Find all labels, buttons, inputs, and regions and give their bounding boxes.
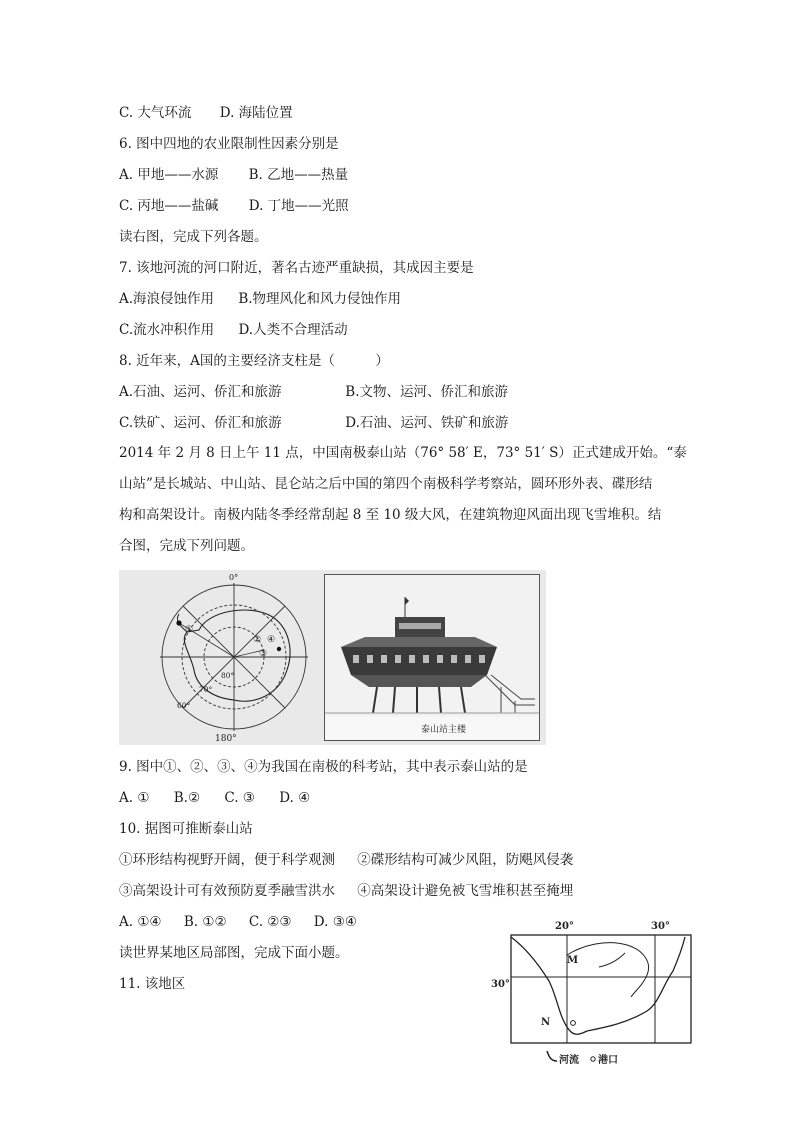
q7-stem: 7. 该地河流的河口附近，著名古迹严重缺损，其成因主要是 — [119, 260, 474, 276]
lat-30-label: 30° — [491, 979, 510, 990]
q10-item-2: ②碟形结构可减少风阻，防飓风侵袭 — [357, 852, 574, 868]
q10-items-row2 — [119, 882, 573, 900]
q9-option-d: D. ④ — [279, 790, 311, 806]
lon-0-label: 0° — [229, 573, 239, 582]
q9-stem: 9. 图中①、②、③、④为我国在南极的科考站，其中表示泰山站的是 — [119, 759, 528, 775]
q8-options-row1 — [119, 383, 508, 401]
q6-option-c: C. 丙地——盐碱 — [119, 198, 219, 214]
q6-option-a: A. 甲地——水源 — [119, 167, 219, 183]
q8-options-row2 — [119, 414, 508, 432]
station-1-label: ① — [185, 625, 194, 635]
q10-option-c: C. ②③ — [248, 914, 292, 930]
passage-line-3: 构和高架设计。南极内陆冬季经常刮起 8 至 10 级大风，在建筑物迎风面出现飞雪堆积。结 — [119, 507, 662, 523]
passage-line-2: 山站”是长城站、中山站、昆仑站之后中国的第四个南极科学考察站，圆环形外表、碟形结 — [119, 476, 653, 492]
q9-options — [119, 789, 310, 807]
intro-right: 读右图，完成下列各题。 — [119, 229, 268, 245]
q8-option-d: D.石油、运河、铁矿和旅游 — [345, 415, 509, 431]
lat-60-label: 60° — [177, 701, 191, 710]
point-n-label: N — [541, 1017, 551, 1028]
q9-option-a: A. ① — [119, 790, 150, 806]
q7-options-row1 — [119, 290, 401, 308]
q9-option-b: B.② — [173, 790, 201, 806]
passage-taishan — [119, 438, 687, 562]
intro-world: 读世界某地区局部图，完成下面小题。 — [119, 945, 349, 961]
legend-port-label: 港口 — [598, 1055, 618, 1065]
q6-option-b: B. 乙地——热量 — [248, 167, 349, 183]
station-2-label: ② — [253, 635, 262, 645]
lon-180-label: 180° — [215, 734, 237, 744]
antarctica-polar-map — [139, 570, 329, 745]
q9-option-c: C. ③ — [224, 790, 255, 806]
q5-options — [119, 104, 293, 122]
q10-option-d: D. ③④ — [313, 914, 357, 930]
q10-option-b: B. ①② — [183, 914, 227, 930]
q8-option-c: C.铁矿、运河、侨汇和旅游 — [119, 415, 282, 431]
q10-options — [119, 913, 357, 931]
legend-river-label: 河流 — [559, 1055, 579, 1065]
station-drawing — [325, 575, 539, 740]
q7-options-row2 — [119, 321, 348, 339]
q10-item-3: ③高架设计可有效预防夏季融雪洪水 — [119, 883, 335, 899]
q8-stem: 8. 近年来，A国的主要经济支柱是（ ） — [119, 353, 389, 369]
taishan-station-photo — [324, 574, 540, 741]
q8-option-b: B.文物、运河、侨汇和旅游 — [345, 384, 509, 400]
q6-stem: 6. 图中四地的农业限制性因素分别是 — [119, 136, 339, 152]
q7-option-a: A.海浪侵蚀作用 — [119, 291, 215, 307]
q6-options-row2 — [119, 197, 349, 215]
q10-item-4: ④高架设计避免被飞雪堆积甚至掩埋 — [357, 883, 574, 899]
figure-antarctica — [119, 570, 546, 745]
q11-stem: 11. 该地区 — [119, 976, 186, 992]
q10-option-a: A. ①④ — [119, 914, 162, 930]
lon-30-label: 30° — [651, 921, 670, 932]
map-legend — [547, 1051, 618, 1065]
point-m-label: M — [567, 955, 579, 966]
photo-caption: 泰山站主楼 — [421, 725, 467, 735]
q6-options-row1 — [119, 166, 348, 184]
q7-option-b: B.物理风化和风力侵蚀作用 — [238, 291, 402, 307]
q5-option-d: D. 海陆位置 — [219, 105, 293, 121]
lat-70-label: 70° — [199, 685, 213, 694]
q10-items-row1 — [119, 851, 573, 869]
passage-line-4: 合图，完成下列问题。 — [119, 538, 254, 554]
q10-stem: 10. 据图可推断泰山站 — [119, 821, 253, 837]
lat-80-label: 80° — [221, 671, 235, 680]
q5-option-c: C. 大气环流 — [119, 105, 192, 121]
q6-option-d: D. 丁地——光照 — [248, 198, 349, 214]
southern-africa-map — [487, 915, 697, 1065]
passage-line-1: 2014 年 2 月 8 日上午 11 点，中国南极泰山站（76° 58′ E，73° 51′ S）正式建成开始。“泰 — [119, 445, 687, 461]
q7-option-d: D.人类不合理活动 — [238, 322, 348, 338]
q7-option-c: C.流水冲积作用 — [119, 322, 215, 338]
lon-20-label: 20° — [555, 921, 574, 932]
station-4-label: ④ — [267, 635, 276, 645]
q8-option-a: A.石油、运河、侨汇和旅游 — [119, 384, 282, 400]
q10-item-1: ①环形结构视野开阔，便于科学观测 — [119, 852, 335, 868]
station-3-label: ③ — [259, 649, 268, 659]
